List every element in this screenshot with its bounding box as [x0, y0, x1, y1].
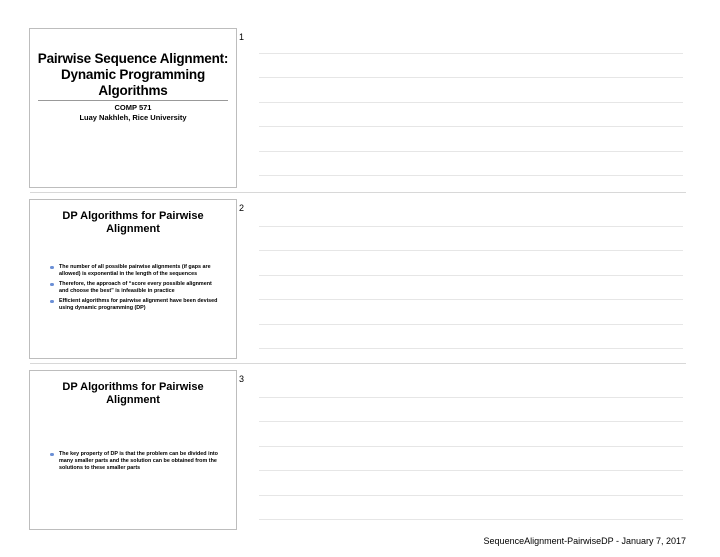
- slide-title-line: Dynamic Programming: [61, 67, 205, 82]
- note-line: [259, 495, 683, 496]
- slide-title-line: Alignment: [106, 223, 160, 235]
- bullet-text: Therefore, the approach of “score every possible alignment and choose the best” is infeasible in practice: [59, 281, 212, 294]
- slide-thumbnail-3[interactable]: [29, 370, 237, 530]
- slide-title-line: Algorithms: [98, 83, 168, 98]
- slide-title-line: Alignment: [106, 394, 160, 406]
- note-line: [259, 299, 683, 300]
- note-line: [259, 397, 683, 398]
- note-line: [259, 53, 683, 54]
- note-line: [259, 324, 683, 325]
- note-line: [259, 446, 683, 447]
- page-footer: SequenceAlignment-PairwiseDP - January 7, 2017: [483, 536, 686, 546]
- bullet-list: [50, 264, 218, 315]
- page-separator: [30, 192, 686, 193]
- note-line: [259, 519, 683, 520]
- note-line: [259, 102, 683, 103]
- author-line: Luay Nakhleh, Rice University: [79, 113, 187, 122]
- bullet-item: [50, 298, 218, 312]
- bullet-icon: [50, 300, 54, 304]
- note-line: [259, 77, 683, 78]
- bullet-icon: [50, 283, 54, 287]
- note-line: [259, 175, 683, 176]
- bullet-icon: [50, 266, 54, 270]
- slide-number: 1: [239, 32, 245, 42]
- page-separator: [30, 363, 686, 364]
- title-divider: [38, 100, 228, 101]
- bullet-list: [50, 451, 218, 475]
- slide-number: 3: [239, 374, 245, 384]
- note-line: [259, 348, 683, 349]
- slide-title-line: DP Algorithms for Pairwise: [62, 210, 204, 222]
- slide-title: [40, 381, 226, 407]
- slide-title: [30, 51, 236, 99]
- note-line: [259, 126, 683, 127]
- note-line: [259, 275, 683, 276]
- slide-thumbnail-2[interactable]: [29, 199, 237, 359]
- note-line: [259, 226, 683, 227]
- bullet-item: [50, 264, 218, 278]
- bullet-text: The key property of DP is that the problem can be divided into many smaller parts and the solution can be obtained from the solutions to these smaller parts: [59, 451, 218, 471]
- slide-title: [40, 210, 226, 236]
- course-code: COMP 571: [114, 103, 152, 112]
- slide-subtitle: [30, 103, 236, 123]
- bullet-item: [50, 281, 218, 295]
- slide-title-line: Pairwise Sequence Alignment:: [37, 51, 229, 66]
- bullet-icon: [50, 453, 54, 457]
- note-line: [259, 151, 683, 152]
- note-line: [259, 250, 683, 251]
- bullet-item: [50, 451, 218, 472]
- bullet-text: Efficient algorithms for pairwise alignment have been devised using dynamic programming (DP): [59, 298, 218, 311]
- slide-title-line: DP Algorithms for Pairwise: [62, 381, 204, 393]
- slide-thumbnail-1[interactable]: [29, 28, 237, 188]
- slide-number: 2: [239, 203, 245, 213]
- bullet-text: The number of all possible pairwise alignments (if gaps are allowed) is exponential in the length of the sequences: [59, 264, 211, 277]
- note-line: [259, 470, 683, 471]
- note-line: [259, 421, 683, 422]
